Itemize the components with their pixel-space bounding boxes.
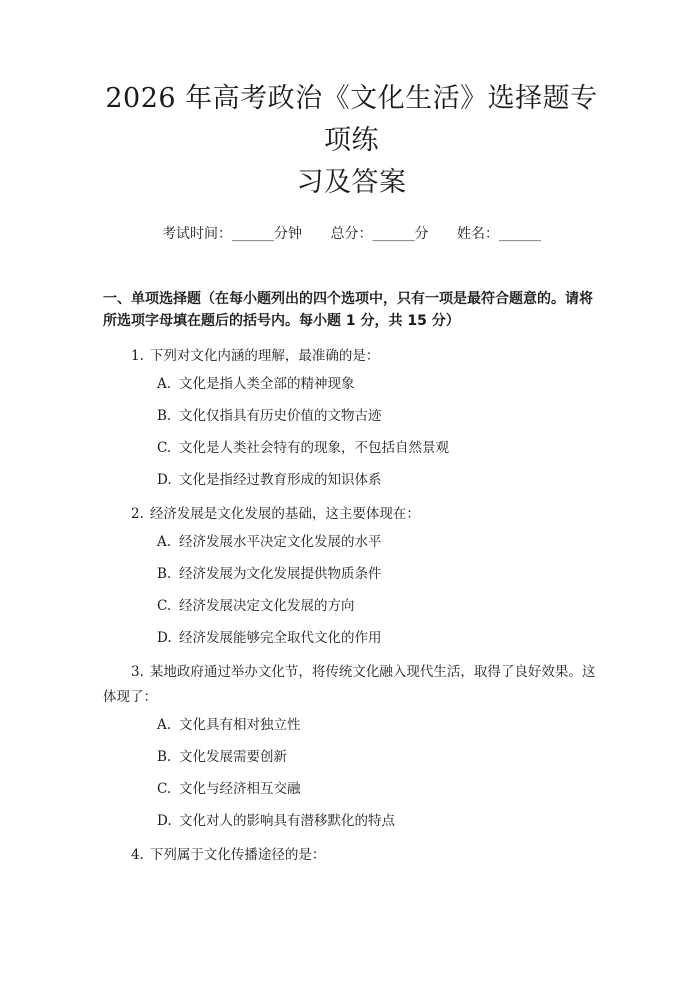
question-number: 1. [131,348,144,364]
option-text: 文化是人类社会特有的现象，不包括自然景观 [179,440,449,456]
answer-option [157,564,600,584]
option-letter: C. [157,598,172,614]
option-text: 经济发展决定文化发展的方向 [179,598,355,614]
answer-option [157,811,600,831]
title-line-2: 习及答案 [296,167,407,198]
exam-time-field [162,224,302,244]
document-page [0,78,700,983]
option-text: 文化是指人类全部的精神现象 [179,376,355,392]
answer-option [157,470,600,490]
question-stem [103,843,600,868]
option-letter: A. [157,376,172,392]
answer-option [157,747,600,767]
name-label: 姓名： [456,226,499,242]
exam-info [103,224,600,244]
answer-option [157,596,600,616]
option-letter: B. [157,408,172,424]
name-blank: ______ [498,226,541,242]
option-text: 文化是指经过教育形成的知识体系 [179,472,382,488]
question-item [103,843,600,868]
question-number: 4. [131,847,144,863]
exam-time-blank: ______ [232,226,275,242]
question-text: 某地政府通过举办文化节，将传统文化融入现代生活，取得了良好效果。这体现了： [103,664,596,705]
question-item [103,502,600,648]
question-item [103,344,600,490]
option-text: 文化发展需要创新 [179,749,287,765]
question-number: 3. [131,664,144,680]
option-letter: C. [157,440,172,456]
option-list [103,532,600,648]
total-score-unit: 分 [414,226,429,242]
option-list [103,374,600,490]
answer-option [157,715,600,735]
exam-time-unit: 分钟 [274,226,303,242]
answer-option [157,406,600,426]
answer-option [157,628,600,648]
option-letter: D. [157,472,172,488]
option-letter: C. [157,781,172,797]
option-letter: D. [157,630,172,646]
question-stem [103,660,600,710]
question-stem [103,344,600,369]
total-score-blank: ______ [372,226,415,242]
answer-option [157,438,600,458]
section-header: 一、单项选择题（在每小题列出的四个选项中，只有一项是最符合题意的。请将所选项字母填在题后的括号内。每小题 1 分，共 15 分） [103,291,593,329]
option-letter: B. [157,749,172,765]
question-item [103,660,600,831]
question-stem [103,502,600,527]
answer-option [157,374,600,394]
option-text: 文化对人的影响具有潜移默化的特点 [179,813,395,829]
option-letter: B. [157,566,172,582]
total-score-label: 总分： [330,226,373,242]
answer-option [157,532,600,552]
question-text: 下列对文化内涵的理解，最准确的是： [149,348,380,364]
option-text: 文化具有相对独立性 [179,717,301,733]
option-letter: A. [157,534,172,550]
answer-option [157,779,600,799]
total-score-field [331,224,429,244]
option-text: 经济发展水平决定文化发展的水平 [179,534,382,550]
option-text: 经济发展为文化发展提供物质条件 [179,566,382,582]
option-letter: A. [157,717,172,733]
option-text: 经济发展能够完全取代文化的作用 [179,630,382,646]
question-text: 下列属于文化传播途径的是： [149,847,326,863]
question-text: 经济发展是文化发展的基础，这主要体现在： [149,506,420,522]
option-letter: D. [157,813,172,829]
option-list [103,715,600,831]
option-text: 文化与经济相互交融 [179,781,301,797]
question-list [103,344,600,868]
title-line-1: 2026 年高考政治《文化生活》选择题专项练 [105,83,598,156]
exam-time-label: 考试时间： [162,226,233,242]
question-number: 2. [131,506,144,522]
document-title [103,78,600,204]
name-field [457,224,541,244]
option-text: 文化仅指具有历史价值的文物古迹 [179,408,382,424]
